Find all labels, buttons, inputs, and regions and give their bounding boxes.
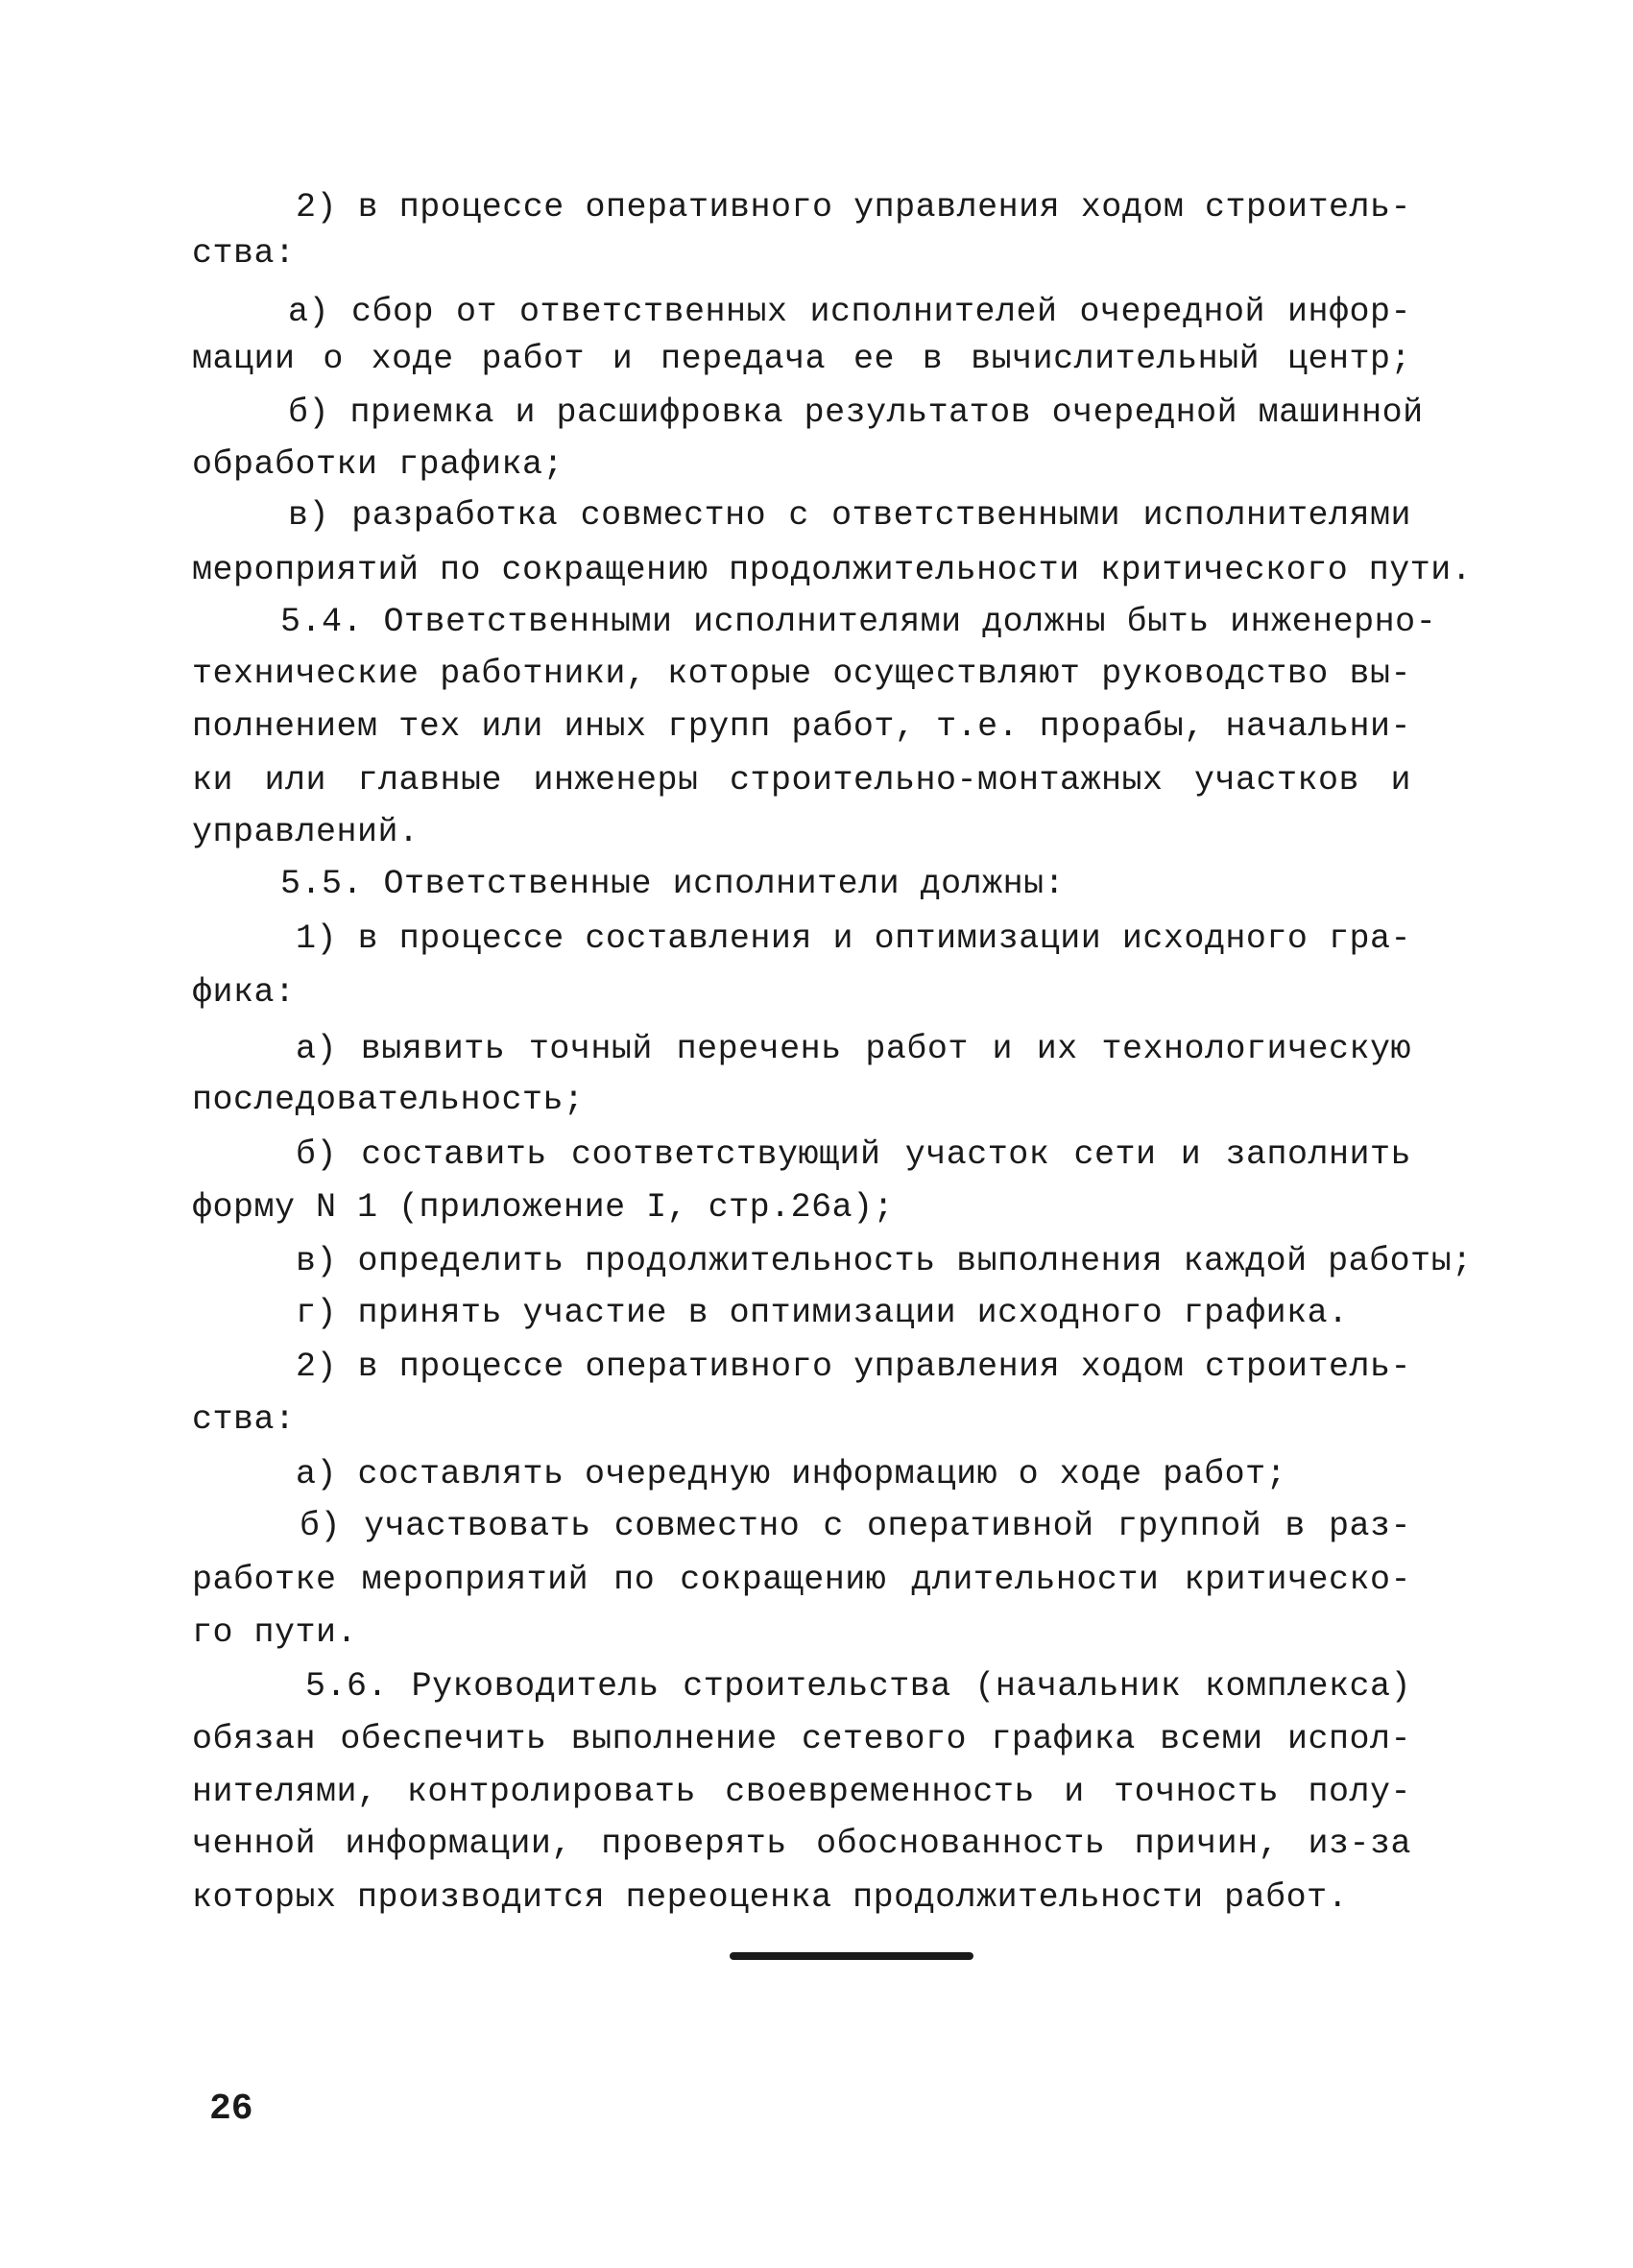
text-line: 2) в процессе оперативного управления ходом строитель-: [296, 1348, 1411, 1386]
text-line: б) составить соответствующий участок сети и заполнить: [296, 1135, 1411, 1174]
text-line: мероприятий по сокращению продолжительности критического пути.: [192, 551, 1473, 589]
text-line: полнением тех или иных групп работ, т.е. прорабы, начальни-: [192, 707, 1411, 746]
text-line: обработки графика;: [192, 445, 564, 484]
text-line: последовательность;: [192, 1081, 585, 1119]
text-line: нителями, контролировать своевременность и точность полу-: [192, 1773, 1411, 1811]
text-line: го пути.: [192, 1613, 358, 1652]
text-line: обязан обеспечить выполнение сетевого графика всеми испол-: [192, 1720, 1411, 1758]
text-line: фика:: [192, 973, 296, 1012]
text-line: б) приемка и расшифровка результатов очередной машинной: [288, 394, 1424, 432]
page-number: 26: [209, 2089, 253, 2130]
text-line: а) выявить точный перечень работ и их технологическую: [296, 1030, 1411, 1068]
text-line: работке мероприятий по сокращению длительности критическо-: [192, 1561, 1411, 1599]
end-rule-divider: [730, 1952, 973, 1960]
text-line: 5.4. Ответственными исполнителями должны быть инженерно-: [280, 603, 1437, 641]
text-line: в) разработка совместно с ответственными исполнителями: [288, 496, 1411, 535]
text-line: ки или главные инженеры строительно-монтажных участков и: [192, 761, 1411, 800]
text-line: а) сбор от ответственных исполнителей очередной инфор-: [288, 293, 1411, 331]
text-line: ченной информации, проверять обоснованность причин, из-за: [192, 1825, 1411, 1863]
text-line: мации о ходе работ и передача ее в вычислительный центр;: [192, 340, 1411, 378]
text-line: 1) в процессе составления и оптимизации исходного гра-: [296, 919, 1411, 958]
text-line: в) определить продолжительность выполнения каждой работы;: [296, 1242, 1473, 1280]
text-line: ства:: [192, 234, 296, 273]
text-line: а) составлять очередную информацию о ходе работ;: [296, 1455, 1287, 1493]
text-line: управлений.: [192, 813, 420, 851]
text-line: 2) в процессе оперативного управления ходом строитель-: [296, 188, 1411, 227]
text-line: 5.6. Руководитель строительства (начальник комплекса): [305, 1667, 1411, 1706]
text-line: 5.5. Ответственные исполнители должны:: [280, 865, 1066, 903]
text-line: б) участвовать совместно с оперативной группой в раз-: [300, 1507, 1411, 1545]
text-line: технические работники, которые осуществляют руководство вы-: [192, 655, 1411, 693]
text-line: которых производится переоценка продолжительности работ.: [192, 1878, 1349, 1917]
text-line: ства:: [192, 1400, 296, 1439]
text-line: форму N 1 (приложение I, стр.26а);: [192, 1188, 895, 1227]
text-line: г) принять участие в оптимизации исходного графика.: [296, 1294, 1349, 1332]
